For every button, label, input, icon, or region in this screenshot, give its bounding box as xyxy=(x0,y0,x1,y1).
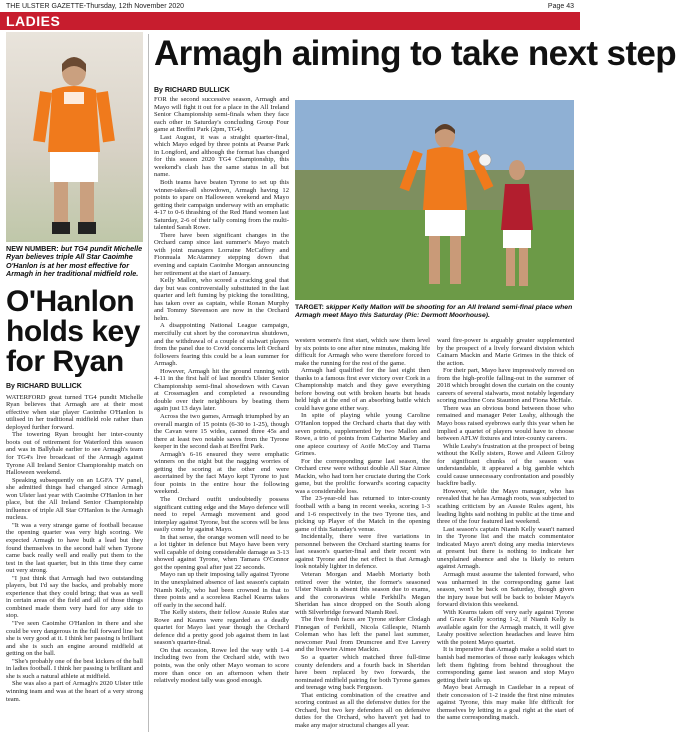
left-paragraph: "She's probably one of the best kickers of the ball in ladies football. I think her passing is brilliant and she is such a natural athlete at midfield. xyxy=(6,657,143,680)
left-paragraph: WATERFORD great turned TG4 pundit Michelle Ryan believes that Armagh are at their most effective when star player Caoimhe O'Hanlon is utilised in her traditional midfield role rather than deployed further forward. xyxy=(6,393,143,431)
main-paragraph: For the corresponding game last season, the Orchard crew were without double All Star Aimee Mackin, who had torn her cruciate during the Cork game, but the prolific forward's scoring capacity was a considerable loss. xyxy=(295,457,430,495)
left-paragraph: "I've seen Caoimhe O'Hanlon in there and she could be very dangerous in the full forward line but she is very good at it. I think her passing is brilliant and she is such an engine around midfield at getting on the ball. xyxy=(6,620,143,658)
main-paragraph: In spite of playing while young Caroline O'Hanlon topped the Orchard charts that day with seven points, supplemented by two Mallon and Rowe, a trio of points from Catherine Marley and one apiece courtesy of Aoife McCoy and Tiarna Grimes. xyxy=(295,412,430,458)
main-headline: Armagh aiming to take next step xyxy=(154,34,676,73)
left-story xyxy=(6,32,143,706)
main-paragraph: Armagh must assume the talented forward, who was unharmed in the corresponding game last season, won't be back on Saturday, though given the injury issue but will be back to bolster Mayo's forward division this weekend. xyxy=(437,570,574,609)
left-paragraph: Speaking subsequently on an LGFA TV panel, she admitted things had changed since Armagh won Ulster last year with Caoimhe O'Hanlon in her place, but the All Ireland Senior Championship influence of triple All Star O'Hanlon is the Armagh nucleus. xyxy=(6,476,143,522)
main-column-2 xyxy=(295,337,430,732)
main-paragraph: Last August, it was a straight quarter-final, which Mayo edged by three points at Pearse Park in Longford, and although the format has changed for this season 2020 TG4 Championship, this weekend's clash has the same status in all but name. xyxy=(154,133,289,179)
main-paragraph: FOR the second successive season, Armagh and Mayo will fight it out for a place in the All Ireland Senior Championship semi-finals when they face each other in Saturday's concluding Group Four game at Breffni Park (2pm, TG4). xyxy=(154,96,289,134)
main-paragraph: There have been significant changes in the Orchard camp since last summer's Mayo match with joint managers Lorraine McCaffrey and Fionnuala McAtamney stepping down that evening and captain Caoimhe Morgan announcing her retirement at the start of January. xyxy=(154,231,289,277)
main-paragraph: The Orchard outfit undoubtedly possess significant cutting edge and the Mayo defence will need to repel Armagh movement and good interplay against Tyrone, but the scores will be less easily come by against Mayo. xyxy=(154,495,289,534)
left-paragraph: "I just think that Armagh had two outstanding players, but I'd say the backs, and probably more experience that they could bring; that was as well in certain areas of the field and all of those things combined made them very hard for any side to stop. xyxy=(6,574,143,620)
main-caption-lead: TARGET: xyxy=(295,304,324,311)
main-paragraph: However, Armagh hit the ground running with 4-11 in the first half of last month's Ulster Senior Championship semi-final showdown with Cavan at Crossmaglen and completed a resounding double over their neighbours by beating them again just 13 days later. xyxy=(154,367,289,413)
main-paragraph: Mayo ran up their imposing tally against Tyrone in the unexplained absence of last season's captain Niamh Kelly, who had been crowned in that to three points and a scoreless Rachel Kearns takes off early in the second half. xyxy=(154,571,289,609)
main-paragraph: Armagh had qualified for the last eight then thanks to a famous first ever victory over Cork in a Championship match and they gave everything before bowing out with broken hearts but heads held high at the end of an absorbing battle which could have gone either way. xyxy=(295,367,430,412)
column-divider xyxy=(148,34,149,732)
main-paragraph: The Kelly sisters, their fellow Aussie Rules star Rowe and Kearns were regarded as a deadly quartet for Mayo last year though the Orchard defence did a pretty good job against them in last season's quarter-final. xyxy=(154,609,289,647)
main-paragraph: The five fresh faces are Tyrone striker Clodagh Finnegan of Ferkhill, Nicola Gillespie, Niamh Coleman who has left the panel last summer, newcomer Paul from Drumcree and Eve Lavery and the livewire Aimee Mackin. xyxy=(295,616,430,654)
main-paragraph: In that sense, the orange women will need to be a lot tighter in defence but Mayo have been very well capable of doing considerable damage as 3-13 showed against Tyrone, when Tamara O'Connor got the opening goal after just 22 seconds. xyxy=(154,533,289,571)
main-paragraph: So a quarter which matched three full-time county defenders and a fourth back in Sheridan have been replaced by two forwards, the nominated midfield pairing for both Tyrone games and teenage wing back Ferguson. xyxy=(295,653,430,692)
main-paragraph: That enticing combination of the creative and scoring contrast as all the defensive duties for the Orchard, but two key defenders all on defensive duties for the Orchard, who haven't yet had to make any major structural changes all year. xyxy=(295,691,430,729)
left-caption-text: but TG4 pundit Michelle Ryan believes triple All Star Caoimhe O'Hanlon is at her most effective for Armagh in her traditional midfield role. xyxy=(6,244,143,279)
main-caption-text: skipper Kelly Mallon will be shooting for an All Ireland semi-final place when Armagh meet Mayo this Saturday (Pic: Dermott Moorhouse). xyxy=(295,304,573,319)
main-byline: By RICHARD BULLICK xyxy=(154,87,230,94)
main-paragraph: On that occasion, Rowe led the way with 1-4 including two from the Orchard side, with two points, was the only other Mayo woman to score more than once on an afternoon when their relatively modest tally was good enough. xyxy=(154,646,289,685)
main-column-3 xyxy=(437,337,574,732)
paper-date: THE ULSTER GAZETTE-Thursday, 12th November 2020 xyxy=(6,3,185,10)
main-paragraph: Last season's captain Niamh Kelly wasn't named in the Tyrone list and the match commentator indicated Mayo aren't doing any media interviews at present but there is nothing to indicate her unexplained absence and she is likely to return against Armagh. xyxy=(437,525,574,571)
main-paragraph: For their part, Mayo have impressively moved on from the high-profile falling-out in the summer of 2018 which brought down the curtain on the county careers of several stalwarts, most notably legendary scoring machine Cora Staunton and Fiona McHale. xyxy=(437,367,574,405)
main-paragraph: Armagh's 6-16 ensured they were emphatic winners on the night but the nagging worries of getting the scoring at the other end were ascertained by the fact Mayo kept Tyrone to just four points in the entire hour the following weekend. xyxy=(154,450,289,496)
left-photo-caption xyxy=(6,245,143,279)
main-paragraph: With Kearns taken off very early against Tyrone and Grace Kelly scoring 1-2, if Niamh Kelly is available again for the Armagh match, it will give Leahy positive selection headaches and leave him with the potent Mayo quartet. xyxy=(437,608,574,646)
left-paragraph: The towering Ryan brought her inter-county boots out of retirement for Waterford this season and was in Ballyhale earlier to see Armagh's team for TG4's live broadcast of the Armagh against Tyrone All Ireland Senior Championship match on Halloween weekend. xyxy=(6,431,143,477)
main-paragraph: While Leahy's frustration at the prospect of being without the Kelly sisters, Rowe and Aileen Gilroy for significant chunks of the season was understandable, it appeared a big gamble which could cause unnecessary confrontation and possibly backfire badly. xyxy=(437,442,574,488)
main-paragraph: The 23-year-old has returned to inter-county football with a bang in recent weeks, scoring 1-3 and 1-6 respectively in the two Tyrone ties, and picking up Player of the Match in the opening game of this Saturday's venue. xyxy=(295,495,430,533)
main-column-1 xyxy=(154,96,289,732)
page-number: Page 43 xyxy=(547,3,574,10)
main-paragraph: Kelly Mallon, who scored a cracking goal that day but was controversially substituted in the last quarter and left fuming by picking the tonsiliting, has taken over as captain, while Ronan Murphy and Tommy Stevenson are now in the Orchard helm. xyxy=(154,277,289,322)
player-photo xyxy=(6,32,143,242)
left-paragraph: She was also a part of Armagh's 2020 Ulster title winning team and was at the heart of a very strong team. xyxy=(6,680,143,703)
left-story-body xyxy=(6,394,143,706)
main-paragraph: Incidentally, there were five variations in personnel between the Orchard starting teams for last season's quarter-final and their recent win against Tyrone and the net effect is that Armagh look notably lighter in defence. xyxy=(295,533,430,571)
section-title: LADIES xyxy=(6,13,61,29)
left-headline: O'Hanlon holds key for Ryan xyxy=(6,284,140,378)
main-paragraph: There was an obvious bond between those who remained and manager Peter Leahy, although the Mayo boss raised eyebrows early this year when he implied a quartet of players would have to choose between AFLW fixtures and inter-county careers. xyxy=(437,404,574,443)
left-caption-lead: NEW NUMBER: xyxy=(6,244,59,253)
player-figure-illustration xyxy=(34,52,114,237)
main-paragraph: However, while the Mayo manager, who has revealed that he has Armagh roots, was subjected to scathing criticism by an Aussie Rules agent, his leading lights said nothing in public at the time and three of the four featured last weekend. xyxy=(437,487,574,526)
main-paragraph: ward fire-power is arguably greater supplemented by the prospect of a lively forward division which Cainarn Mackin and Marie Grimes in the thick of the action. xyxy=(437,337,574,367)
left-paragraph: "It was a very strange game of football because the opening quarter was very high scoring. We expected Armagh to have built a lead but they found themselves in the second half when Tyrone came back really well and really put them to the test in the last quarter, but in this time they came out very strong. xyxy=(6,521,143,575)
football-icon xyxy=(479,154,491,166)
main-paragraph: A disappointing National League campaign, mercifully cut short by the coronavirus shutdown, and the withdrawal of a couple of stalwart players from the panel due to Covid concerns left Orchard followers fearing this could be a lean summer for Armagh. xyxy=(154,322,289,368)
main-photo xyxy=(295,100,574,300)
match-action-illustration xyxy=(295,100,574,300)
main-photo-caption xyxy=(295,304,574,320)
main-paragraph: It is imperative that Armagh make a solid start to banish bad memories of those early leakages which left them fighting from behind throughout the corresponding game last season and stop Mayo getting their tails up. xyxy=(437,646,574,684)
main-paragraph: Veteran Morgan and Maebh Moriarty both retired over the winter, the former's seasoned Ulster Niamh is absent this season due to exams, and the coronavirus while Ferkhill's Megan Sheridan has since dropped on the South along with Silverbridge forward Niamh Reel. xyxy=(295,570,430,616)
main-paragraph: Both teams have beaten Tyrone to set up this winner-takes-all showdown, Armagh having 12 points to spare on Halloween weekend and Mayo getting their campaign underway with an emphatic 4-17 to 0-6 thrashing of the Red Hand women last Saturday, 2-6 of their tally coming from the multi-talented Sarah Rowe. xyxy=(154,179,289,232)
main-paragraph: Across the two games, Armagh triumphed by an overall margin of 15 points (6-30 to 1-25), though the Cavan were 15 wides, canned three 45s and there at least two notable saves from the Tyrone keeper in the second dash at Breffni Park. xyxy=(154,412,289,451)
main-paragraph: western women's first start, which saw them level by six points to one after nine minutes, making life difficult for Armagh who were therefore forced to make the running for the rest of the game. xyxy=(295,337,430,367)
left-byline: By RICHARD BULLICK xyxy=(6,382,82,390)
main-paragraph: Mayo beat Armagh in Castlebar in a repeat of their concession of 1-2 inside the first nine minutes against Tyrone, this may make life difficult for themselves by letting in a goal right at the start of the same corresponding match. xyxy=(437,684,574,722)
section-banner xyxy=(0,12,580,30)
